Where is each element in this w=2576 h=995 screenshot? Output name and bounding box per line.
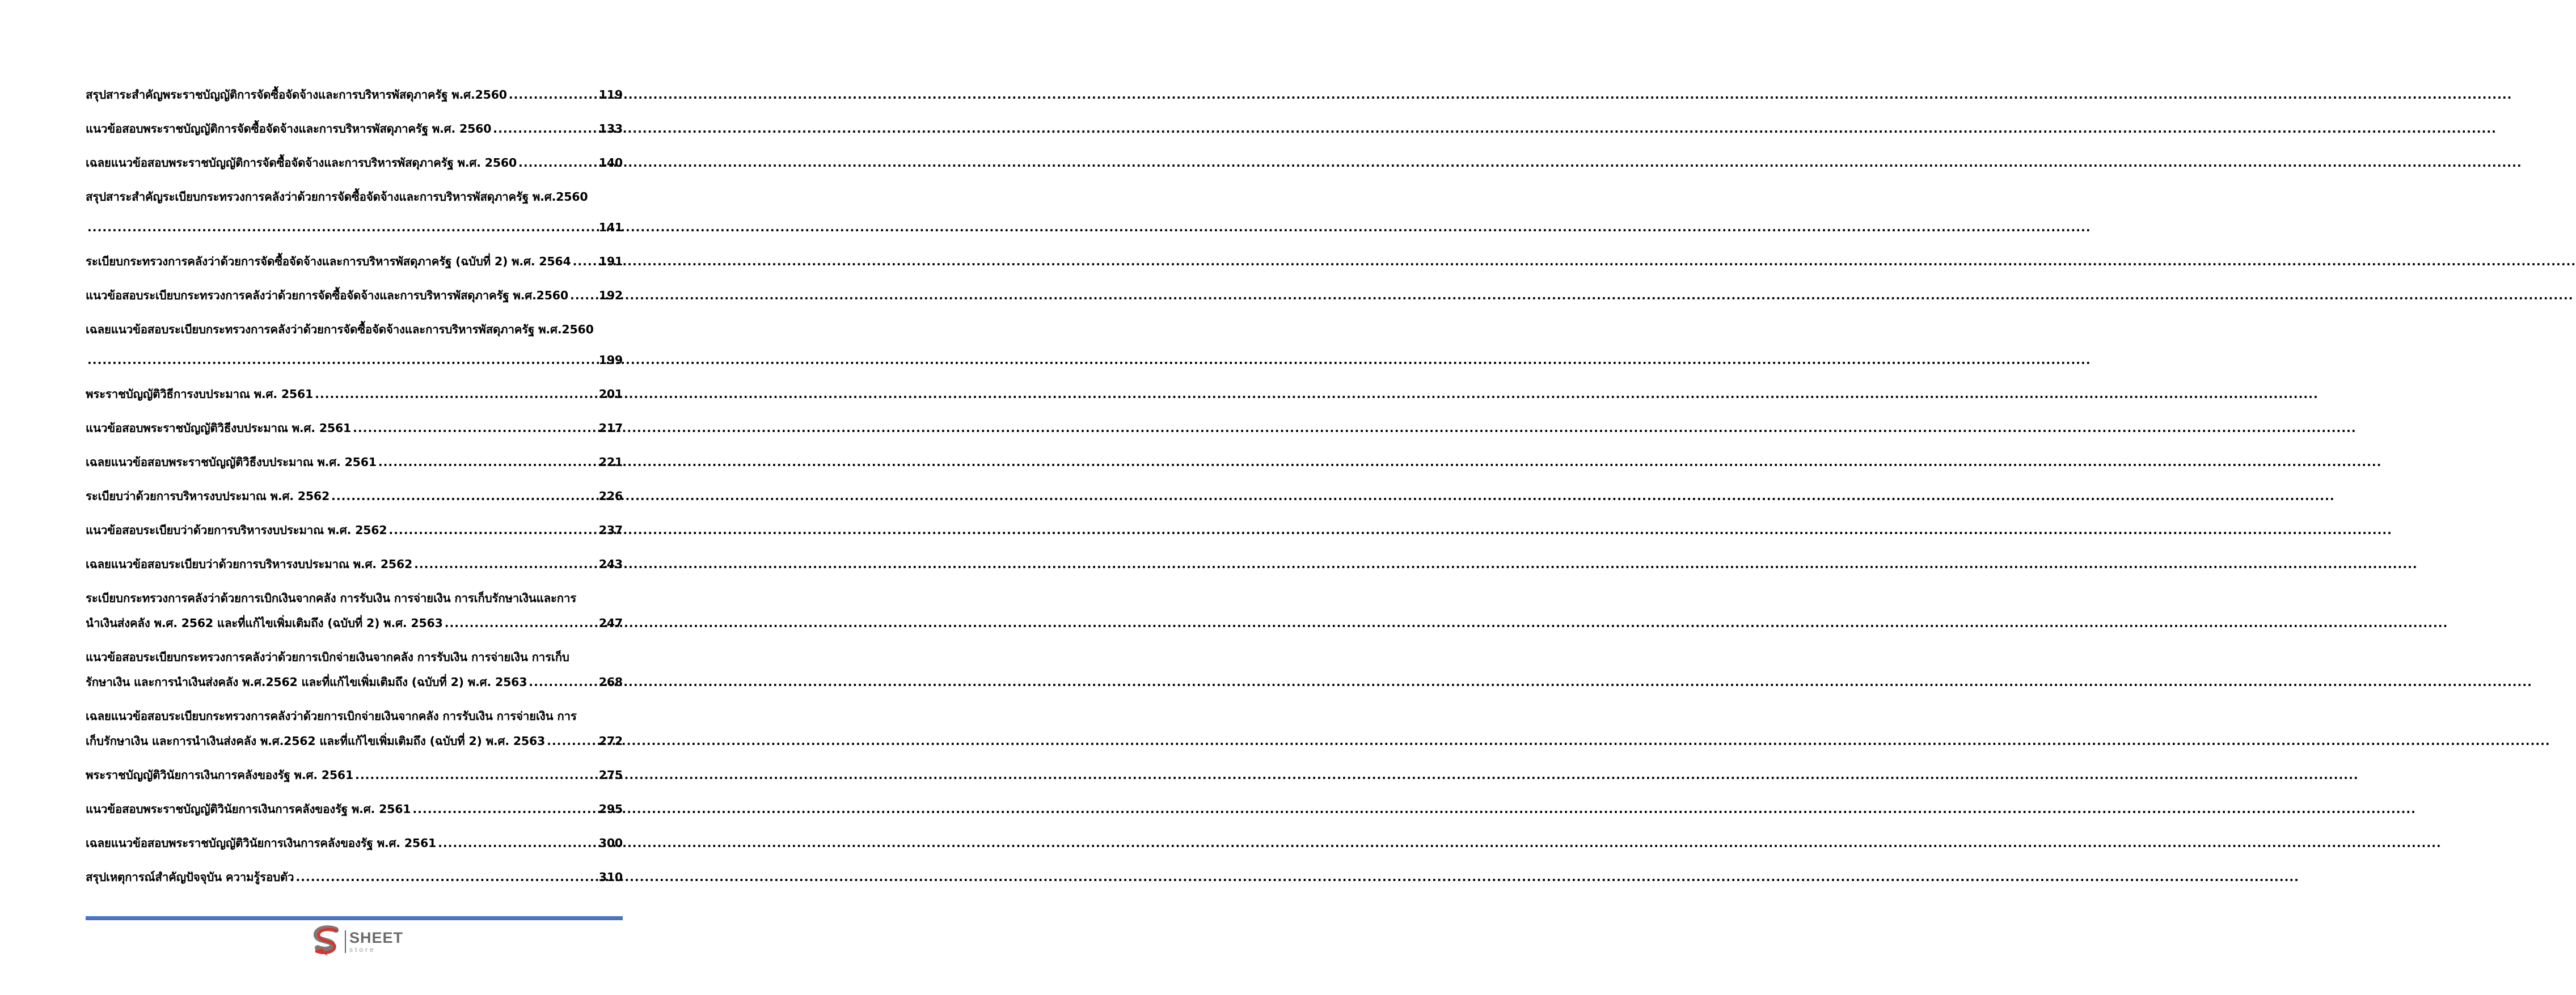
toc-page-number: 199 <box>598 353 623 367</box>
toc-entry-title: แนวข้อสอบระเบียบกระทรวงการคลังว่าด้วยการจัดซื้อจัดจ้างและการบริหารพัสดุภาครัฐ พ.ศ.2560 <box>86 289 568 302</box>
toc-page-number: 310 <box>598 870 623 884</box>
toc-dot-leader <box>414 555 597 573</box>
toc-entry-title: เฉลยแนวข้อสอบพระราชบัญญัติวิธีงบประมาณ พ.ศ. 2561 <box>86 455 377 469</box>
toc-dot-leader <box>547 732 597 750</box>
toc-entry-title: ระเบียบว่าด้วยการบริหารงบประมาณ พ.ศ. 2562 <box>86 489 330 503</box>
toc-dot-leader <box>438 834 597 852</box>
toc-page-number: 247 <box>598 616 623 630</box>
toc-entry-last-line <box>86 766 623 784</box>
toc-dot-leader <box>378 453 597 471</box>
toc-entry-title: แนวข้อสอบพระราชบัญญัติวิธีงบประมาณ พ.ศ. 2561 <box>86 421 352 435</box>
toc-entry[interactable] <box>86 521 623 539</box>
toc-entry-last-line <box>86 252 623 270</box>
toc-entry-last-line <box>86 487 623 505</box>
toc-entry-last-line <box>86 419 623 437</box>
toc-entry-title: แนวข้อสอบพระราชบัญญัติการจัดซื้อจัดจ้างและการบริหารพัสดุภาครัฐ พ.ศ. 2560 <box>86 122 492 136</box>
toc-entry[interactable] <box>86 154 623 172</box>
toc-dot-leader <box>509 86 597 104</box>
toc-entry-last-line <box>86 614 623 632</box>
toc-entry-title-line: เฉลยแนวข้อสอบระเบียบกระทรวงการคลังว่าด้วยการเบิกจ่ายเงินจากคลัง การรับเงิน การจ่ายเงิน การ <box>86 709 577 723</box>
toc-page-number: 226 <box>598 489 623 503</box>
footer-rule <box>86 916 623 920</box>
toc-page-number: 221 <box>598 455 623 469</box>
toc-entry[interactable] <box>86 385 623 403</box>
logo-divider <box>345 930 346 953</box>
toc-entry-title: ระเบียบกระทรวงการคลังว่าด้วยการจัดซื้อจัดจ้างและการบริหารพัสดุภาครัฐ (ฉบับที่ 2) พ.ศ. 2564 <box>86 255 571 268</box>
toc-entry[interactable] <box>86 707 623 750</box>
toc-page-number: 192 <box>598 289 623 302</box>
toc-page-number: 237 <box>598 523 623 537</box>
sheet-store-s-icon <box>311 925 343 958</box>
toc-entry-title: สรุปสาระสำคัญพระราชบัญญัติการจัดซื้อจัดจ้างและการบริหารพัสดุภาครัฐ พ.ศ.2560 <box>86 88 507 101</box>
toc-entry[interactable] <box>86 453 623 471</box>
toc-page-number: 191 <box>598 255 623 268</box>
toc-entry-title: เก็บรักษาเงิน และการนำเงินส่งคลัง พ.ศ.2562 และที่แก้ไขเพิ่มเติมถึง (ฉบับที่ 2) พ.ศ. 2563 <box>86 734 546 748</box>
logo-word: SHEET <box>349 929 404 946</box>
toc-entry-title-line: เฉลยแนวข้อสอบระเบียบกระทรวงการคลังว่าด้วยการจัดซื้อจัดจ้างและการบริหารพัสดุภาครัฐ พ.ศ.2560 <box>86 323 594 336</box>
toc-entry-last-line <box>86 286 623 304</box>
toc-entry-last-line <box>86 868 623 886</box>
toc-page-number: 119 <box>598 88 623 101</box>
toc-entry-title: รักษาเงิน และการนำเงินส่งคลัง พ.ศ.2562 และที่แก้ไขเพิ่มเติมถึง (ฉบับที่ 2) พ.ศ. 2563 <box>86 675 527 689</box>
toc-entry-title: เฉลยแนวข้อสอบพระราชบัญญัติวินัยการเงินการคลังของรัฐ พ.ศ. 2561 <box>86 836 437 850</box>
toc-entry-title: เฉลยแนวข้อสอบพระราชบัญญัติการจัดซื้อจัดจ้างและการบริหารพัสดุภาครัฐ พ.ศ. 2560 <box>86 156 517 170</box>
toc-entry[interactable] <box>86 188 623 236</box>
toc-entry[interactable] <box>86 766 623 784</box>
toc-entry-title-line: ระเบียบกระทรวงการคลังว่าด้วยการเบิกเงินจากคลัง การรับเงิน การจ่ายเงิน การเก็บรักษาเงินและการ <box>86 591 577 605</box>
toc-dot-leader <box>315 385 597 403</box>
toc-entry[interactable] <box>86 555 623 573</box>
toc-dot-leader <box>445 614 597 632</box>
toc-page-number: 268 <box>598 675 623 689</box>
toc-entry[interactable] <box>86 286 623 304</box>
toc-dot-leader <box>87 351 597 369</box>
logo-text <box>349 930 403 953</box>
toc-entry[interactable] <box>86 589 623 632</box>
toc-entry-title: พระราชบัญญัติวินัยการเงินการคลังของรัฐ พ.ศ. 2561 <box>86 768 354 782</box>
toc-dot-leader <box>353 419 597 437</box>
toc-dot-leader <box>355 766 597 784</box>
toc-entry-last-line <box>86 453 623 471</box>
toc-page-number: 275 <box>598 768 623 782</box>
toc-entry-title: นำเงินส่งคลัง พ.ศ. 2562 และที่แก้ไขเพิ่มเติมถึง (ฉบับที่ 2) พ.ศ. 2563 <box>86 616 443 630</box>
toc-entry-last-line <box>86 351 623 369</box>
toc-dot-leader <box>493 120 597 138</box>
toc-entry-last-line <box>86 218 623 236</box>
toc-entry-last-line <box>86 732 623 750</box>
toc-entry-title: สรุปเหตุการณ์สำคัญปัจจุบัน ความรู้รอบตัว <box>86 870 294 884</box>
toc-dot-leader <box>412 800 597 818</box>
toc-page-number: 133 <box>598 122 623 136</box>
toc-page-number: 300 <box>598 836 623 850</box>
toc-page-number: 140 <box>598 156 623 170</box>
toc-entry-last-line <box>86 521 623 539</box>
toc-page-number: 217 <box>598 421 623 435</box>
toc-entry[interactable] <box>86 320 623 369</box>
toc-entry-last-line <box>86 154 623 172</box>
toc-dot-leader <box>518 154 597 172</box>
toc-dot-leader <box>570 286 597 304</box>
toc-entry[interactable] <box>86 252 623 270</box>
toc-entry-title: แนวข้อสอบพระราชบัญญัติวินัยการเงินการคลังของรัฐ พ.ศ. 2561 <box>86 802 411 816</box>
toc-page-number: 141 <box>598 221 623 234</box>
toc-entry-last-line <box>86 673 623 691</box>
toc-entry[interactable] <box>86 487 623 505</box>
toc-entry[interactable] <box>86 800 623 818</box>
sheet-store-logo[interactable] <box>311 925 413 959</box>
toc-dot-leader <box>87 218 597 236</box>
toc-page-number: 201 <box>598 387 623 401</box>
toc-dot-leader <box>331 487 597 505</box>
toc-dot-leader <box>388 521 597 539</box>
toc-entry-title-line: สรุปสาระสำคัญระเบียบกระทรวงการคลังว่าด้วยการจัดซื้อจัดจ้างและการบริหารพัสดุภาครัฐ พ.ศ.2560 <box>86 190 588 204</box>
toc-page-number: 243 <box>598 557 623 571</box>
toc-page-number: 295 <box>598 802 623 816</box>
toc-entry-last-line <box>86 800 623 818</box>
table-of-contents <box>86 86 623 902</box>
toc-entry-last-line <box>86 120 623 138</box>
toc-entry-last-line <box>86 834 623 852</box>
toc-entry-title-line: แนวข้อสอบระเบียบกระทรวงการคลังว่าด้วยการเบิกจ่ายเงินจากคลัง การรับเงิน การจ่ายเงิน การเก็บ <box>86 650 569 664</box>
toc-entry-title: เฉลยแนวข้อสอบระเบียบว่าด้วยการบริหารงบประมาณ พ.ศ. 2562 <box>86 557 413 571</box>
toc-dot-leader <box>529 673 597 691</box>
toc-entry-last-line <box>86 555 623 573</box>
toc-page-number: 272 <box>598 734 623 748</box>
toc-entry-title: แนวข้อสอบระเบียบว่าด้วยการบริหารงบประมาณ พ.ศ. 2562 <box>86 523 387 537</box>
toc-entry[interactable] <box>86 648 623 691</box>
toc-entry-last-line <box>86 86 623 104</box>
toc-entry[interactable] <box>86 120 623 138</box>
toc-dot-leader <box>573 252 597 270</box>
toc-entry[interactable] <box>86 86 623 104</box>
toc-entry-title: พระราชบัญญัติวิธีการงบประมาณ พ.ศ. 2561 <box>86 387 314 401</box>
toc-entry-last-line <box>86 385 623 403</box>
toc-entry[interactable] <box>86 419 623 437</box>
toc-entry[interactable] <box>86 834 623 852</box>
toc-entry[interactable] <box>86 868 623 886</box>
logo-subword: store <box>349 946 376 954</box>
toc-dot-leader <box>295 868 597 886</box>
